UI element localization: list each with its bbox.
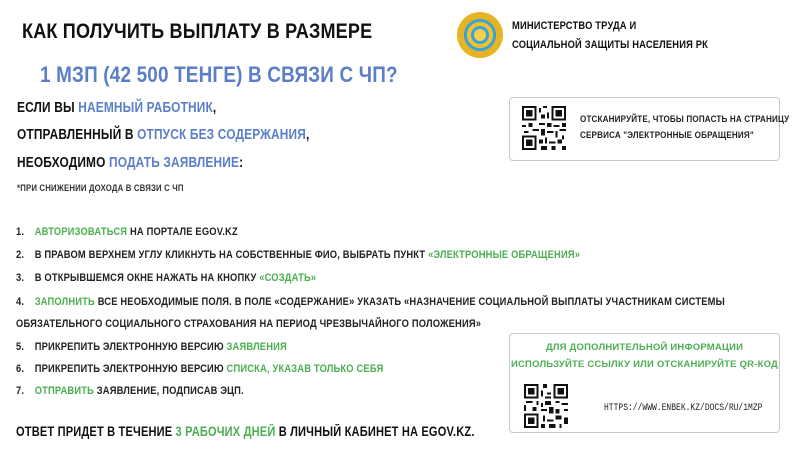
page-title: КАК ПОЛУЧИТЬ ВЫПЛАТУ В РАЗМЕРЕ xyxy=(22,20,373,43)
ministry-name xyxy=(512,17,708,55)
step-highlight: СПИСКА, УКАЗАВ ТОЛЬКО СЕБЯ xyxy=(226,363,384,375)
list-item xyxy=(16,363,383,375)
step-text: ОБЯЗАТЕЛЬНОГО СОЦИАЛЬНОГО СТРАХОВАНИЯ НА ПЕРИОД ЧРЕЗВЫЧАЙНОГО ПОЛОЖЕНИЯ» xyxy=(16,318,482,330)
step-number: 6. xyxy=(16,363,25,375)
step-number: 2. xyxy=(16,249,25,261)
list-item xyxy=(16,249,580,261)
list-item xyxy=(16,296,725,308)
qr-box-info xyxy=(509,333,780,433)
step-text: НА ПОРТАЛЕ EGOV.KZ xyxy=(127,226,238,238)
intro-text: : xyxy=(239,155,244,171)
step-text: В ПРАВОМ ВЕРХНЕМ УГЛУ КЛИКНУТЬ НА СОБСТВЕННЫЕ ФИО, ВЫБРАТЬ ПУНКТ xyxy=(34,249,429,261)
step-number: 7. xyxy=(16,385,25,397)
qr-box-line: СЕРВИСА "ЭЛЕКТРОННЫЕ ОБРАЩЕНИЯ" xyxy=(580,130,754,141)
kazakhstan-emblem-icon xyxy=(457,12,503,58)
footer-note xyxy=(16,424,475,439)
intro-text: НЕОБХОДИМО xyxy=(17,155,110,171)
step-text: ПРИКРЕПИТЬ ЭЛЕКТРОННУЮ ВЕРСИЮ xyxy=(34,363,227,375)
qr-box-line: ОТСКАНИРУЙТЕ, ЧТОБЫ ПОПАСТЬ НА СТРАНИЦУ xyxy=(580,114,790,125)
intro-highlight: ПОДАТЬ ЗАЯВЛЕНИЕ xyxy=(109,155,240,171)
qr-code-icon[interactable] xyxy=(522,106,566,150)
list-item xyxy=(16,318,481,330)
step-number: 3. xyxy=(16,272,25,284)
ministry-line: СОЦИАЛЬНОЙ ЗАЩИТЫ НАСЕЛЕНИЯ РК xyxy=(512,39,709,51)
intro-highlight: ОТПУСК БЕЗ СОДЕРЖАНИЯ xyxy=(137,127,306,143)
info-url-link[interactable]: HTTPS://WWW.ENBEK.KZ/DOCS/RU/1MZP xyxy=(604,403,763,414)
intro-line-1 xyxy=(17,100,216,116)
intro-text: , xyxy=(212,100,217,116)
info-line: ДЛЯ ДОПОЛНИТЕЛЬНОЙ ИНФОРМАЦИИ xyxy=(545,342,744,353)
step-text: ПРИКРЕПИТЬ ЭЛЕКТРОННУЮ ВЕРСИЮ xyxy=(34,341,227,353)
list-item xyxy=(16,272,316,284)
ministry-line: МИНИСТЕРСТВО ТРУДА И xyxy=(512,20,637,32)
footer-text: ОТВЕТ ПРИДЕТ В ТЕЧЕНИЕ xyxy=(16,424,176,439)
step-number: 1. xyxy=(16,226,25,238)
intro-line-3 xyxy=(17,155,243,171)
step-highlight: ЗАПОЛНИТЬ xyxy=(34,296,95,308)
intro-highlight: НАЕМНЫЙ РАБОТНИК xyxy=(78,100,213,116)
list-item xyxy=(16,385,244,397)
intro-line-2 xyxy=(17,127,309,143)
list-item xyxy=(16,226,238,238)
step-text: ВСЕ НЕОБХОДИМЫЕ ПОЛЯ. В ПОЛЕ «СОДЕРЖАНИЕ» УКАЗАТЬ «НАЗНАЧЕНИЕ СОЦИАЛЬНОЙ ВЫПЛАТЫ УЧАСТНИКАМ СИСТЕМЫ xyxy=(94,296,725,308)
step-text: ЗАЯВЛЕНИЕ, ПОДПИСАВ ЭЦП. xyxy=(94,385,244,397)
qr-code-icon[interactable] xyxy=(524,384,568,428)
step-highlight: ЗАЯВЛЕНИЯ xyxy=(226,341,287,353)
step-highlight: ОТПРАВИТЬ xyxy=(34,385,95,397)
step-number: 4. xyxy=(16,296,25,308)
footer-text: В ЛИЧНЫЙ КАБИНЕТ НА EGOV.KZ. xyxy=(275,424,475,439)
qr-box-appeals xyxy=(509,97,790,161)
qr-box-text xyxy=(580,112,789,144)
intro-note: *ПРИ СНИЖЕНИИ ДОХОДА В СВЯЗИ С ЧП xyxy=(17,183,184,194)
step-highlight: «ЭЛЕКТРОННЫЕ ОБРАЩЕНИЯ» xyxy=(428,249,581,261)
intro-text: , xyxy=(305,127,310,143)
info-line: ИСПОЛЬЗУЙТЕ ССЫЛКУ ИЛИ ОТСКАНИРУЙТЕ QR-КОД xyxy=(510,359,779,370)
intro-text: ЕСЛИ ВЫ xyxy=(17,100,79,116)
intro-text: ОТПРАВЛЕННЫЙ В xyxy=(17,127,138,143)
step-number: 5. xyxy=(16,341,25,353)
list-item xyxy=(16,341,287,353)
footer-highlight: 3 РАБОЧИХ ДНЕЙ xyxy=(175,424,276,439)
page-subtitle: 1 МЗП (42 500 ТЕНГЕ) В СВЯЗИ С ЧП? xyxy=(40,62,398,87)
step-highlight: «СОЗДАТЬ» xyxy=(259,272,317,284)
step-highlight: АВТОРИЗОВАТЬСЯ xyxy=(34,226,128,238)
step-text: В ОТКРЫВШЕМСЯ ОКНЕ НАЖАТЬ НА КНОПКУ xyxy=(34,272,260,284)
